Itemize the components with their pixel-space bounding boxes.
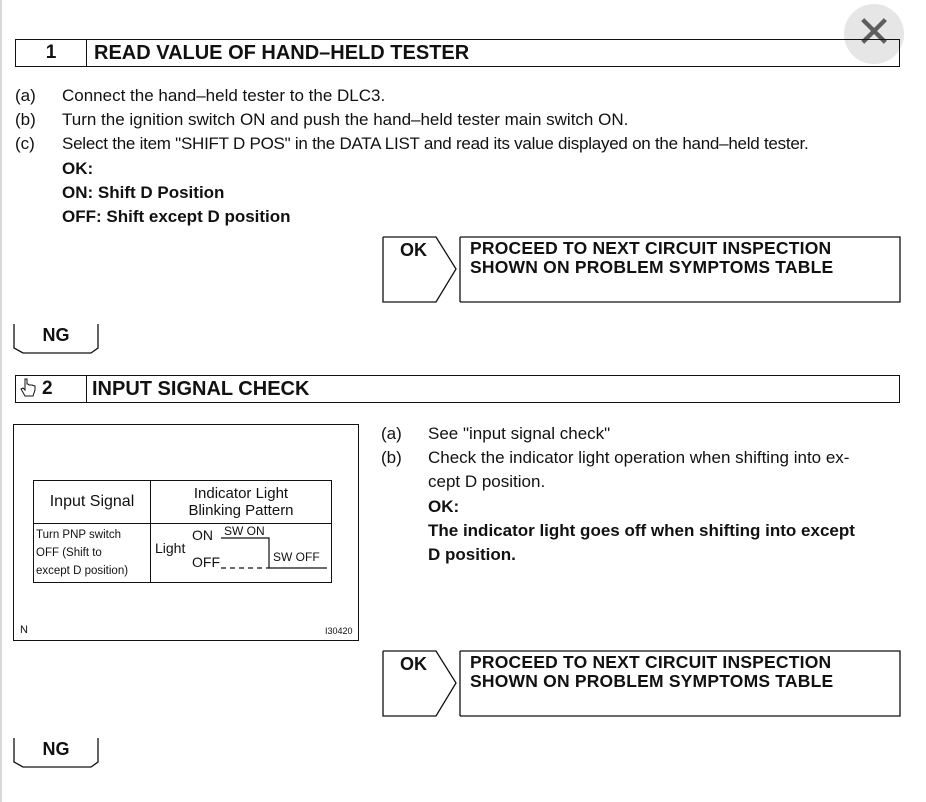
item-label: (a) (381, 424, 402, 443)
on-label: ON (192, 527, 213, 543)
hand-cursor-icon (18, 378, 38, 400)
ng-label: NG (42, 739, 70, 759)
row-input-signal: Turn PNP switch OFF (Shift to except D position) (34, 524, 151, 583)
input-signal-figure (13, 424, 359, 641)
proceed-line-1: PROCEED TO NEXT CIRCUIT INSPECTION (470, 238, 832, 258)
figure-corner-n: N (20, 624, 28, 636)
blink-waveform (151, 524, 331, 582)
close-icon[interactable]: ✕ (844, 4, 904, 64)
row-blink-pattern (151, 524, 332, 583)
figure-id: I30420 (325, 626, 353, 636)
item-text: Connect the hand–held tester to the DLC3. (62, 86, 386, 105)
item-label: (a) (15, 86, 36, 105)
item-text: Turn the ignition switch ON and push the hand–held tester main switch ON. (62, 110, 629, 129)
step1-ok-heading: OK: (62, 159, 94, 178)
step2-ok-heading: OK: (428, 497, 460, 516)
step2-header (15, 375, 900, 403)
col-header-input: Input Signal (34, 481, 151, 524)
proceed-text (470, 239, 833, 277)
light-label: Light (155, 540, 186, 556)
signal-table (33, 480, 332, 583)
step2-ng-tab (13, 737, 99, 767)
step1-number: 1 (16, 40, 87, 66)
step2-ok-line-1: The indicator light goes off when shifting into except (428, 521, 855, 540)
proceed-line-1: PROCEED TO NEXT CIRCUIT INSPECTION (470, 652, 832, 672)
proceed-line-2: SHOWN ON PROBLEM SYMPTOMS TABLE (470, 257, 834, 277)
ok-label: OK (400, 654, 427, 674)
step2-number: 2 (16, 376, 87, 402)
step2-item-b-cont: cept D position. (428, 472, 546, 491)
item-label: (c) (15, 134, 35, 153)
step1-ok-proceed-box (382, 236, 900, 303)
step2-ok-proceed-box (382, 650, 900, 717)
step1-title: READ VALUE OF HAND–HELD TESTER (94, 42, 470, 64)
proceed-text (470, 653, 833, 691)
off-label: OFF (192, 554, 220, 570)
step1-header (15, 39, 900, 67)
step1-ok-line-on: ON: Shift D Position (62, 183, 225, 202)
item-label: (b) (15, 110, 36, 129)
item-text: Select the item "SHIFT D POS" in the DATA LIST and read its value displayed on the hand–held tester. (62, 134, 809, 153)
col-header-indicator: Indicator Light Blinking Pattern (151, 481, 332, 524)
proceed-line-2: SHOWN ON PROBLEM SYMPTOMS TABLE (470, 671, 834, 691)
sw-off-label: SW OFF (273, 550, 320, 564)
ok-label: OK (400, 240, 427, 260)
item-label: (b) (381, 448, 402, 467)
step2-title: INPUT SIGNAL CHECK (92, 378, 310, 400)
step2-ok-line-2: D position. (428, 545, 516, 564)
sw-on-label: SW ON (224, 524, 265, 538)
item-text: Check the indicator light operation when shifting into ex- (428, 448, 850, 467)
window-left-edge (0, 0, 2, 802)
ng-label: NG (42, 325, 70, 345)
item-text: See "input signal check" (428, 424, 611, 443)
step1-ok-line-off: OFF: Shift except D position (62, 207, 291, 226)
step1-ng-tab (13, 323, 99, 353)
